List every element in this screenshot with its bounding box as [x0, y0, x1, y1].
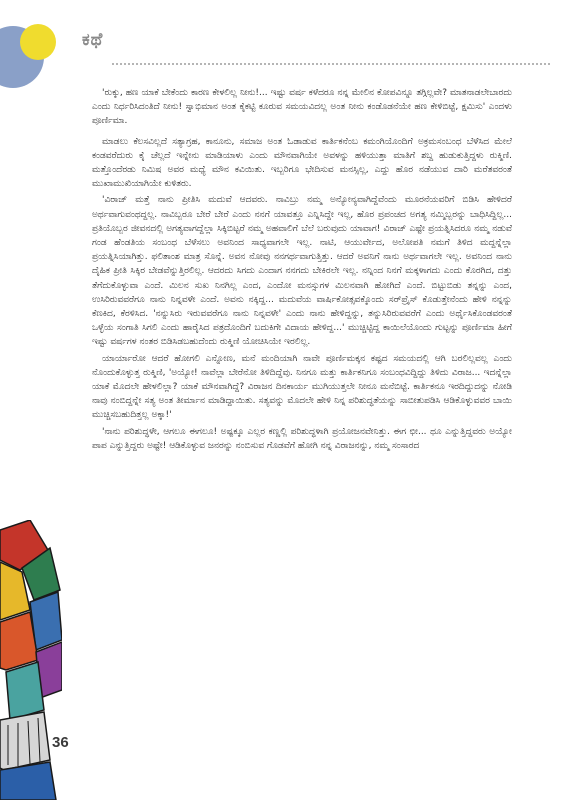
story-text [92, 86, 512, 455]
page-number: 36 [52, 734, 69, 751]
paragraph: 'ವಿರಾಜ್ ಮತ್ತೆ ನಾನು ಪ್ರೀತಿಸಿ ಮದುವೆ ಆದವರು. ನಾವಿಬ್ರು ನಮ್ಮ ಅನ್ಯೋನ್ಯವಾಗಿದ್ದೆವೆಂದು ಮೂರನೆಯವರಿಗೆ ಬಿಡಿಸಿ ಹೇಳಿದರೆ ಅರ್ಥವಾಗುವಂಥದ್ದಲ್ಲ. ನಾವಿಬ್ಬರೂ ಬೇರೆ ಬೇರೆ ಎಂದು ನನಗೆ ಯಾವತ್ತೂ ಎನ್ನಿಸಿದ್ದೇ ಇಲ್ಲ, ಹೊರ ಪ್ರಪಂಚದ ಅಗತ್ಯ ನಮ್ಮಿಬ್ಬರನ್ನು ಬಾಧಿಸಿದ್ದಿಲ್ಲ... ಪ್ರತಿಯೊಬ್ಬರ ಜೀವನದಲ್ಲಿ ಅಗತ್ಯವಾಗದ್ದೆಲ್ಲಾ ಸಿಕ್ಕಿಬಿಟ್ಟರೆ ನಮ್ಮ ಅಹವಾಲಿಗೆ ಬೆಲೆ ಬರುವುದು ಯಾವಾಗ! ವಿರಾಜ್ ಎಷ್ಟೇ ಪ್ರಯತ್ನಿಸಿದರೂ ನಮ್ಮ ನಡುವೆ ಗಂಡ ಹೆಂಡತಿಯ ಸಂಬಂಧ ಬೆಳೆಸಲು ಅವನಿಂದ ಸಾಧ್ಯವಾಗಲೇ ಇಲ್ಲ. ನಾಟಿ, ಆಯುರ್ವೇದ, ಅಲೋಪತಿ ನಮಗೆ ತಿಳಿದ ಮದ್ದನ್ನೆಲ್ಲಾ ಪ್ರಯತ್ನಿಸಿಯಾಗಿತ್ತು. ಫಲಿತಾಂಶ ಮಾತ್ರ ಸೊನ್ನೆ. ಅವನ ನೋವು ನನಗರ್ಥವಾಗುತ್ತಿತ್ತು. ಆದರೆ ಅವನಿಗೆ ನಾನು ಅರ್ಥವಾಗಲೇ ಇಲ್ಲ. ಅವನಿಂದ ನಾನು ದೈಹಿಕ ಪ್ರೀತಿ ಸಿಕ್ಕಿರ ಬೇಡವೆನ್ನುತ್ತಿರಲಿಲ್ಲ. ಆದರದು ಸಿಗದು ಎಂದಾಗ ನನಗದು ಬೇಕಿರಲೇ ಇಲ್ಲ. ನನ್ನಿಂದ ನಿನಗೆ ಮಕ್ಕಳಾಗದು ಎಂದು ಕೊರಗಿದ, ದತ್ತು ತೆಗೆದುಕೊಳ್ಳುವಾ ಎಂದೆ. ಮಿಲನ ಸುಖ ನಿನಗಿಲ್ಲ ಎಂದ, ಎಂದೋ ಮನಸ್ಸುಗಳ ಮಿಲನವಾಗಿ ಹೋಗಿದೆ ಎಂದೆ. ಬಿಟ್ಟುಬಿಡು ತನ್ನನ್ನು ಎಂದ, ಉಸಿರಿರುವವರೆಗೂ ನಾನು ನಿನ್ನವಳೇ ಎಂದೆ. ಅವನು ನಕ್ಕಿದ್ದ... ಮದುವೆಯ ವಾರ್ಷಿಕೋತ್ಸವಕ್ಕೊಂದು ಸರ್‌ಪ್ರೈಸ್ ಕೊಡುತ್ತೇನೆಂದು ಹೇಳಿ ನನ್ನನ್ನು ಕೆಣಕಿದ, ಕೆರಳಿಸಿದ. 'ನನ್ನುಸಿರು ಇರುವವರೆಗೂ ನಾನು ನಿನ್ನವಳೇ' ಎಂದು ನಾನು ಹೇಳಿದ್ದನ್ನು, ತನ್ನುಸಿರಿರುವವರೆಗೆ ಎಂದು ಅರ್ಥೈಸಿಕೊಂಡವರಂತೆ ಒಳ್ಳೆಯ ಸಂಗಾತಿ ಸಿಗಲಿ ಎಂದು ಹಾರೈಸಿದ ಪತ್ರದೊಂದಿಗೆ ಬದುಕಿಗೇ ವಿದಾಯ ಹೇಳಿದ್ದ...' ಮುಚ್ಚಿಟ್ಟಿದ್ದ ಕಾಯಿಲೆಯೊಂದು ಗುಟ್ಟನ್ನು ಪೂರ್ಣಿಮಾ ಹೀಗೆ ಇಷ್ಟು ವರ್ಷಗಳ ನಂತರ ಬಿಡಿಸಿಡಬಹುದೆಂದು ರುಕ್ಮಿಣಿ ಯೋಚಿಸಿಯೇ ಇರಲಿಲ್ಲ. [92, 195, 512, 348]
header-dotted-rule [112, 63, 550, 65]
paragraph: ಮಾಡಲು ಕೆಲಸವಿಲ್ಲದೆ ಸತ್ಯಾಗ್ರಹ, ಕಾನೂನು, ಸಮಾಜ ಅಂತ ಓಡಾಡುವ ಕಾರ್ತಿಕನೆಂಬ ಕಮಂಗಿಯೊಂದಿಗೆ ಅಕ್ರಮಸಂಬಂಧ ಬೆಳೆಸಿದ ಮೇಲೆ ಕಂಡವರೆದುರು ಕೈ ಚೆಲ್ಲದೆ ಇನ್ನೇನು ಮಾಡಿಯಾಳು ಎಂದು ಮೌನವಾಗಿಯೇ ಅವಳನ್ನು ಹಳಿಯುತ್ತಾ ಮಾತಿಗೆ ಶಬ್ದ ಹುಡುಕುತ್ತಿದ್ದಳು ರುಕ್ಮಿಣಿ. ಮತ್ತೊಂದೆರಡು ನಿಮಿಷ ಅವರ ಮಧ್ಯೆ ಮೌನ ಕವಿಯಿತು. ಇಬ್ಬರಿಗೂ ಭೇದಿಸುವ ಮನಸ್ಸಿಲ್ಲ, ಎದ್ದು ಹೊರ ನಡೆಯುವ ದಾರಿ ಮರೆತವರಂತೆ ಮುಖಾಮುಖಿಯಾಗಿಯೇ ಕುಳಿತರು. [92, 136, 512, 190]
abstract-art-icon [0, 520, 62, 800]
paragraph: 'ರುಕ್ಕು, ಹಣ ಯಾಕೆ ಬೇಕೆಂದು ಕಾರಣ ಕೇಳಲಿಲ್ಲ ನೀನು!... ಇಷ್ಟು ವರ್ಷ ಕಳೆದರೂ ನನ್ನ ಮೇಲಿನ ಕೋಪವಿನ್ನೂ ತಗ್ಗಿಲ್ಲವೇ? ಮಾತನಾಡಲೇಬಾರದು ಎಂದು ನಿರ್ಧರಿಸಿದಂತಿದೆ ನೀನು! ಸ್ವಾಭಿಮಾನ ಅಂತ ಕೈಕಟ್ಟಿ ಕೂರುವ ಸಮಯವಿದಲ್ಲ ಅಂತ ನೀನು ಕಂಡೊಡನೆಯೇ ಹಣ ಕೇಳಿಬಿಟ್ಟೆ, ಕ್ಷಮಿಸು' ಎಂದಳು ಪೂರ್ಣಿಮಾ. [92, 88, 512, 127]
paragraph: ಯಾರ್ಯಾರೋ ಆದರೆ ಹೋಗಲಿ ಎನ್ನೋಣ, ಮನೆ ಮಂದಿಯಾಗಿ ನಾವೇ ಪೂರ್ಣಿಮಕ್ಕನ ಕಷ್ಟದ ಸಮಯದಲ್ಲಿ ಆಗಿ ಬರಲಿಲ್ಲವಲ್ಲ ಎಂದು ನೊಂದುಕೊಳ್ಳುತ್ತ ರುಕ್ಮಿಣಿ, 'ಅಯ್ಯೋ! ನಾವೆಲ್ಲಾ ಬೇರೆನೋ ತಿಳಿದಿದ್ದೆವು. ನಿನಗೂ ಮತ್ತು ಕಾರ್ತಿಕನಿಗೂ ಸಂಬಂಧವಿದ್ದಿದ್ದು ತಿಳಿದು ವಿರಾಜ... ಇದನ್ನೆಲ್ಲಾ ಯಾಕೆ ಮೊದಲೇ ಹೇಳಲಿಲ್ಲಾ? ಯಾಕೆ ಮೌನವಾಗಿದ್ದೆ? ವಿರಾಜನ ದಿನಕಾರ್ಯ ಮುಗಿಯುತ್ತಲೇ ನೀನೂ ಮನೆಬಿಟ್ಟೆ. ಕಾರ್ತಿಕನೂ ಇರದಿದ್ದುದನ್ನು ನೋಡಿ ನಾವು ನಂಬಿದ್ದನ್ನೇ ಸತ್ಯ ಅಂತ ತೀರ್ಮಾನ ಮಾಡಿದ್ದಾಯಿತು. ಸತ್ಯವನ್ನು ಮೊದಲೇ ಹೇಳಿ ನಿನ್ನ ಪರಿಶುದ್ಧತೆಯನ್ನು ಸಾಬೀತುಪಡಿಸಿ ಆಡಿಕೊಳ್ಳುವವರ ಬಾಯಿ ಮುಚ್ಚಿಸಬಹುದಿತ್ತಲ್ಲ ಅಕ್ಕಾ!' [92, 353, 512, 421]
paragraph: 'ನಾನು ಪರಿಶುದ್ಧಳೇ, ಆಗಲೂ ಈಗಲೂ! ಅಷ್ಟಕ್ಕೂ ಎಲ್ಲರ ಕಣ್ಣಲ್ಲಿ ಪರಿಶುದ್ಧಳಾಗಿ ಪ್ರಯೋಜನವೇನಿತ್ತು. ಈಗ ಛೀ... ಥೂ ಎನ್ನುತ್ತಿದ್ದವರು ಅಯ್ಯೋ ಪಾಪ ಎನ್ನುತ್ತಿದ್ದರು ಅಷ್ಟೇ! ಆಡಿಕೊಳ್ಳುವ ಜನರನ್ನು ನಂಬಿಸುವ ಗೊಡವೆಗೆ ಹೋಗಿ ನನ್ನ ವಿರಾಜನನ್ನು, ನಮ್ಮ ಸಂಸಾರದ [92, 426, 512, 451]
section-title: ಕಥೆ [82, 30, 104, 50]
decorative-yellow-circle [20, 24, 56, 60]
decorative-illustration [0, 520, 62, 800]
